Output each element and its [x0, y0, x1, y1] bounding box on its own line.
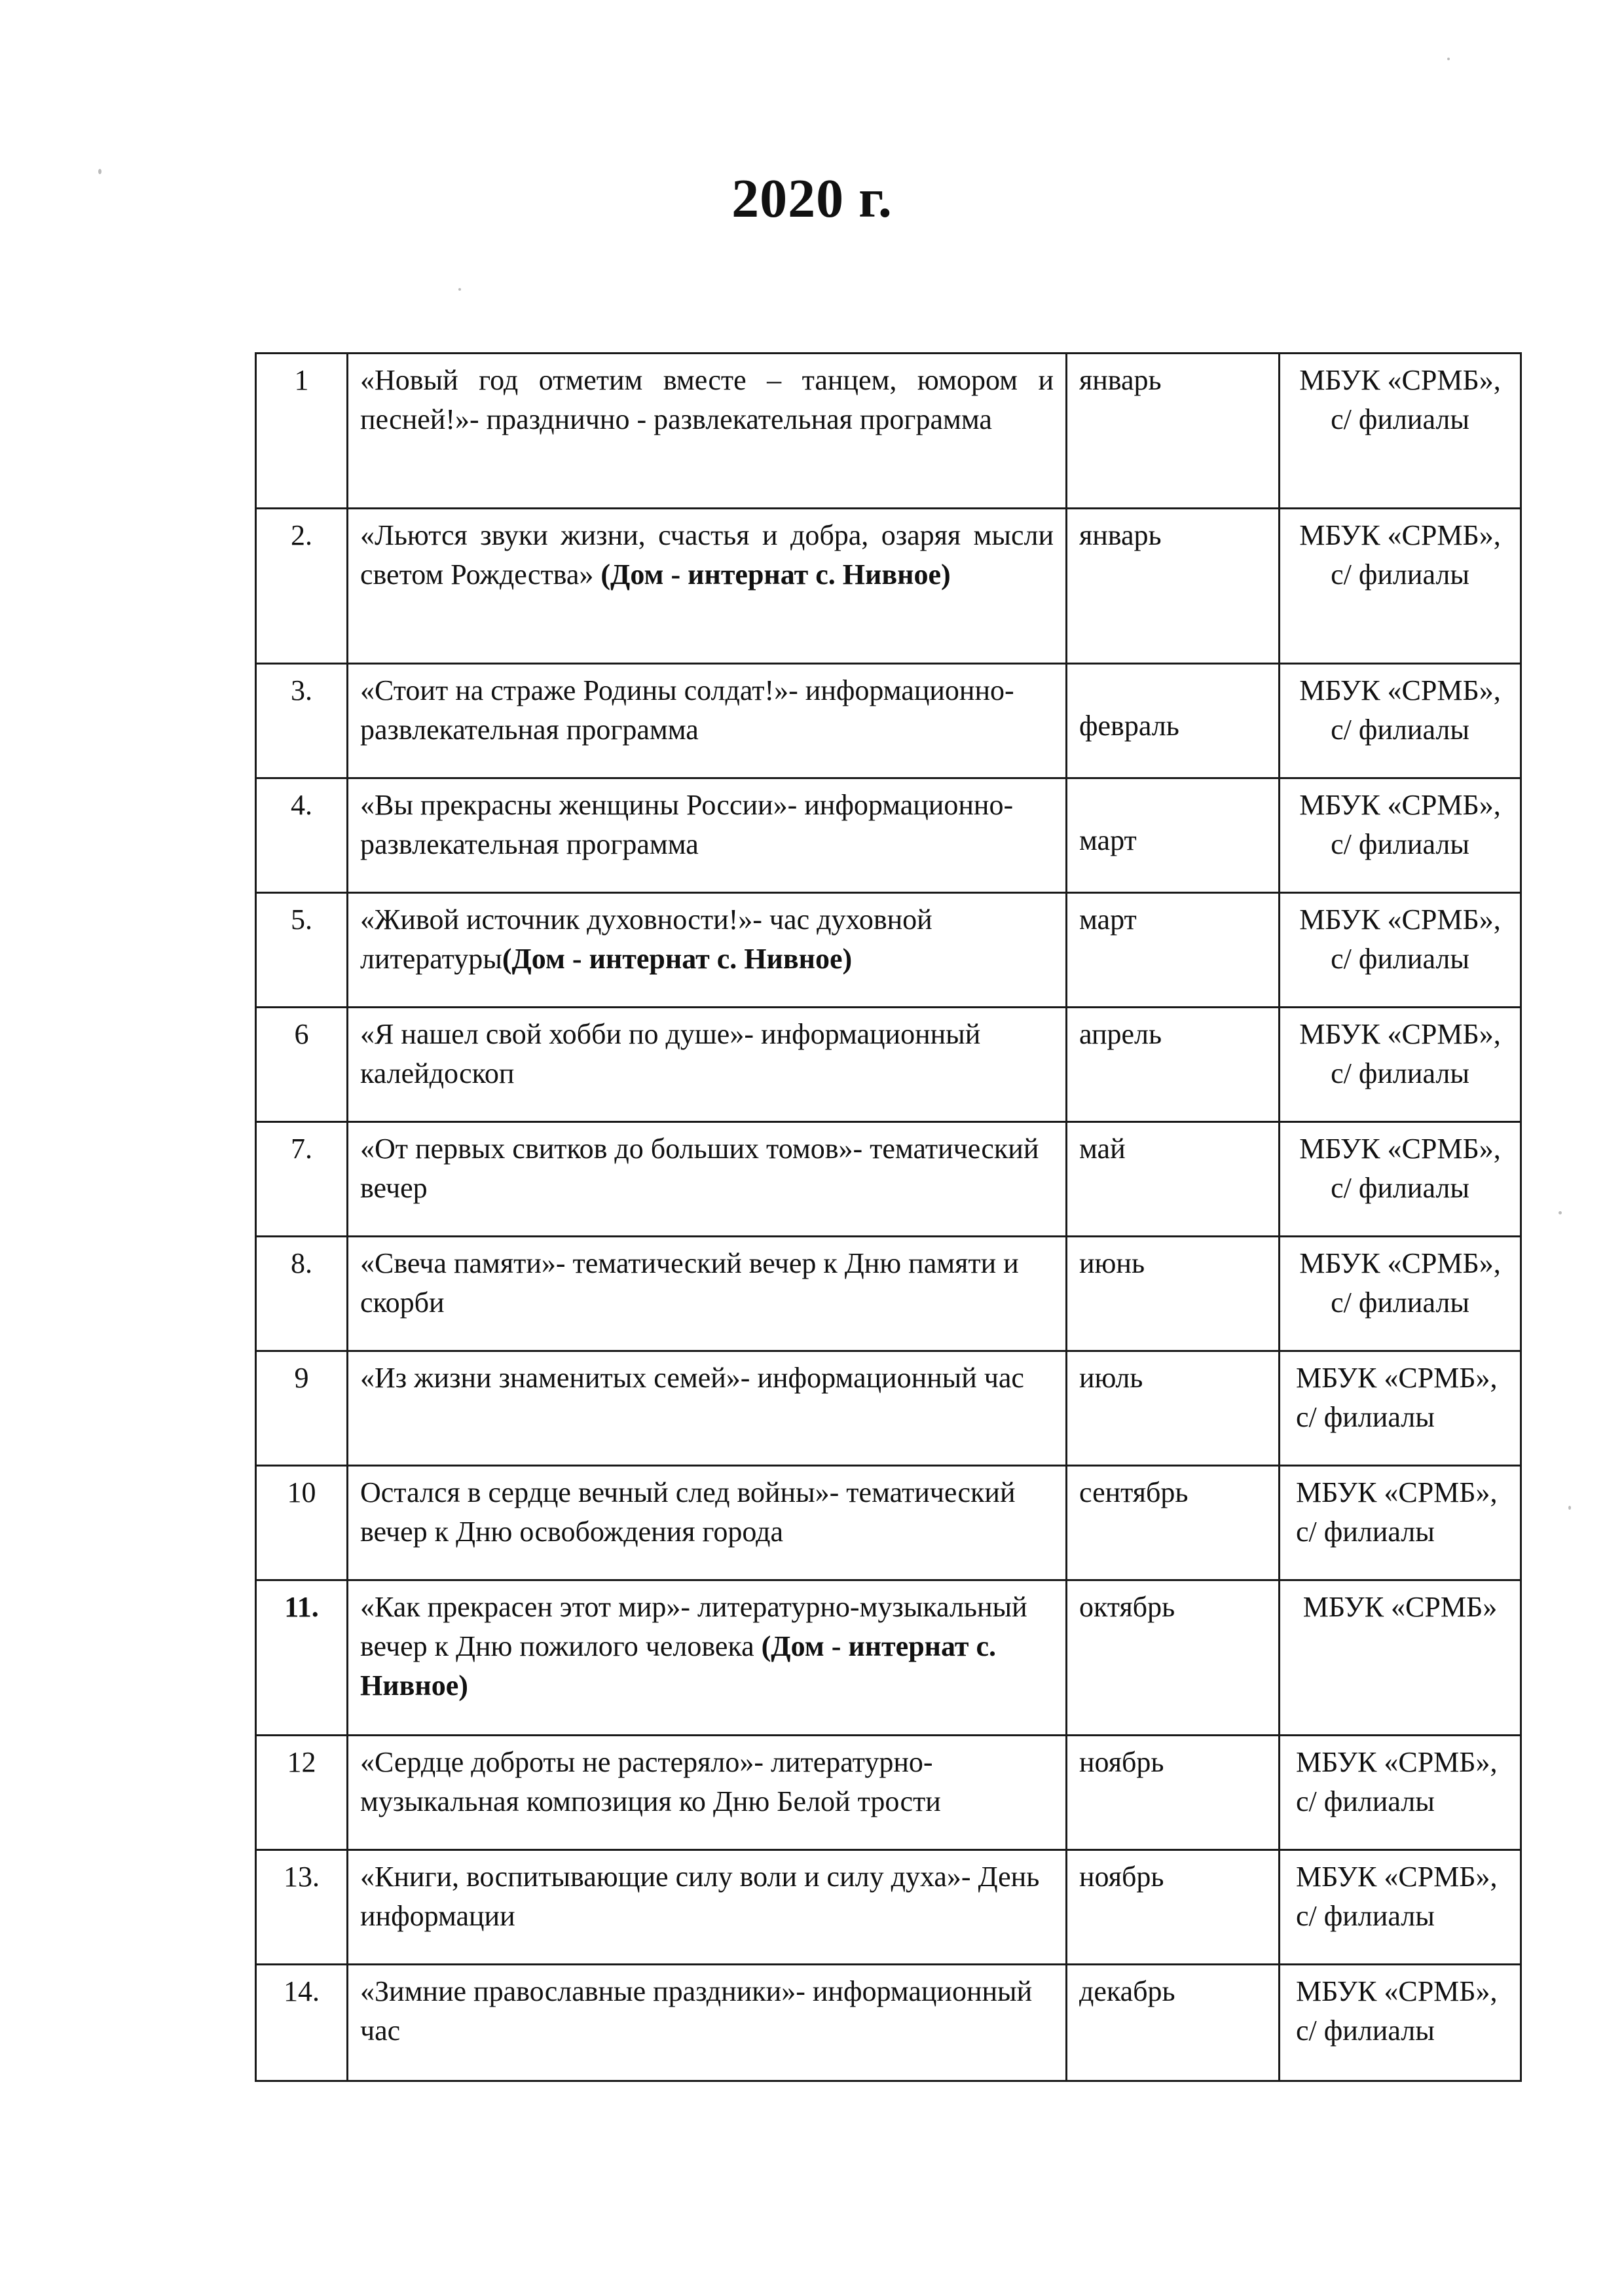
events-table [255, 352, 1522, 2082]
event-month: октябрь [1067, 1580, 1280, 1736]
event-name: «Сердце доброты не растеряло»- литературно-музыкальная композиция ко Дню Белой трости [348, 1736, 1067, 1850]
table-row [256, 509, 1521, 664]
table-row [256, 354, 1521, 509]
table-row [256, 1580, 1521, 1736]
event-organizer: МБУК «СРМБ», с/ филиалы [1280, 1850, 1521, 1965]
table-row [256, 778, 1521, 893]
row-number: 8. [256, 1237, 348, 1351]
event-organizer: МБУК «СРМБ», с/ филиалы [1280, 1965, 1521, 2081]
event-organizer: МБУК «СРМБ», с/ филиалы [1280, 1008, 1521, 1122]
event-month: декабрь [1067, 1965, 1280, 2081]
table-row [256, 1122, 1521, 1237]
table-row [256, 1736, 1521, 1850]
event-name: «Зимние православные праздники»- информационный час [348, 1965, 1067, 2081]
event-name: «Живой источник духовности!»- час духовной литературы(Дом - интернат с. Нивное) [348, 893, 1067, 1008]
event-organizer: МБУК «СРМБ», с/ филиалы [1280, 1122, 1521, 1237]
event-month: январь [1067, 354, 1280, 509]
event-month: ноябрь [1067, 1736, 1280, 1850]
row-number: 2. [256, 509, 348, 664]
event-name: «Книги, воспитывающие силу воли и силу духа»- День информации [348, 1850, 1067, 1965]
event-organizer: МБУК «СРМБ», с/ филиалы [1280, 509, 1521, 664]
row-number: 13. [256, 1850, 348, 1965]
row-number: 10 [256, 1466, 348, 1580]
table-row [256, 1237, 1521, 1351]
event-name: «Вы прекрасны женщины России»- информационно- развлекательная программа [348, 778, 1067, 893]
event-name: «Новый год отметим вместе – танцем, юмором и песней!»- празднично - развлекательная программа [348, 354, 1067, 509]
table-row [256, 1466, 1521, 1580]
event-organizer: МБУК «СРМБ» [1280, 1580, 1521, 1736]
event-name: «Из жизни знаменитых семей»- информационный час [348, 1351, 1067, 1466]
event-name: «Свеча памяти»- тематический вечер к Дню памяти и скорби [348, 1237, 1067, 1351]
scan-speck [1559, 1211, 1562, 1214]
event-name: «Как прекрасен этот мир»- литературно-музыкальный вечер к Дню пожилого человека (Дом - интернат с. Нивное) [348, 1580, 1067, 1736]
scan-speck [458, 288, 461, 291]
row-number: 1 [256, 354, 348, 509]
table-row [256, 1008, 1521, 1122]
event-name: «От первых свитков до больших томов»- тематический вечер [348, 1122, 1067, 1237]
row-number: 9 [256, 1351, 348, 1466]
row-number: 6 [256, 1008, 348, 1122]
event-organizer: МБУК «СРМБ», с/ филиалы [1280, 1351, 1521, 1466]
event-name: «Льются звуки жизни, счастья и добра, озаряя мысли светом Рождества» (Дом - интернат с. Нивное) [348, 509, 1067, 664]
page-title: 2020 г. [731, 168, 893, 229]
row-number: 4. [256, 778, 348, 893]
event-name: Остался в сердце вечный след войны»- тематический вечер к Дню освобождения города [348, 1466, 1067, 1580]
event-organizer: МБУК «СРМБ», с/ филиалы [1280, 778, 1521, 893]
event-name: «Я нашел свой хобби по душе»- информационный калейдоскоп [348, 1008, 1067, 1122]
table-row [256, 893, 1521, 1008]
event-organizer: МБУК «СРМБ», с/ филиалы [1280, 664, 1521, 778]
event-month: июль [1067, 1351, 1280, 1466]
event-month: май [1067, 1122, 1280, 1237]
row-number: 11. [256, 1580, 348, 1736]
event-organizer: МБУК «СРМБ», с/ филиалы [1280, 354, 1521, 509]
event-organizer: МБУК «СРМБ», с/ филиалы [1280, 1237, 1521, 1351]
scan-speck [1568, 1506, 1571, 1510]
row-number: 5. [256, 893, 348, 1008]
table-row [256, 1351, 1521, 1466]
scan-speck [1447, 58, 1450, 60]
event-month: март [1067, 778, 1280, 893]
table-row [256, 1965, 1521, 2081]
event-organizer: МБУК «СРМБ», с/ филиалы [1280, 1466, 1521, 1580]
row-number: 3. [256, 664, 348, 778]
event-name: «Стоит на страже Родины солдат!»- информационно-развлекательная программа [348, 664, 1067, 778]
table-row [256, 664, 1521, 778]
row-number: 12 [256, 1736, 348, 1850]
row-number: 7. [256, 1122, 348, 1237]
event-organizer: МБУК «СРМБ», с/ филиалы [1280, 893, 1521, 1008]
table-row [256, 1850, 1521, 1965]
event-organizer: МБУК «СРМБ», с/ филиалы [1280, 1736, 1521, 1850]
event-month: февраль [1067, 664, 1280, 778]
event-month: март [1067, 893, 1280, 1008]
event-month: январь [1067, 509, 1280, 664]
row-number: 14. [256, 1965, 348, 2081]
scan-speck [98, 169, 101, 174]
event-month: апрель [1067, 1008, 1280, 1122]
event-month: сентябрь [1067, 1466, 1280, 1580]
event-month: ноябрь [1067, 1850, 1280, 1965]
event-month: июнь [1067, 1237, 1280, 1351]
